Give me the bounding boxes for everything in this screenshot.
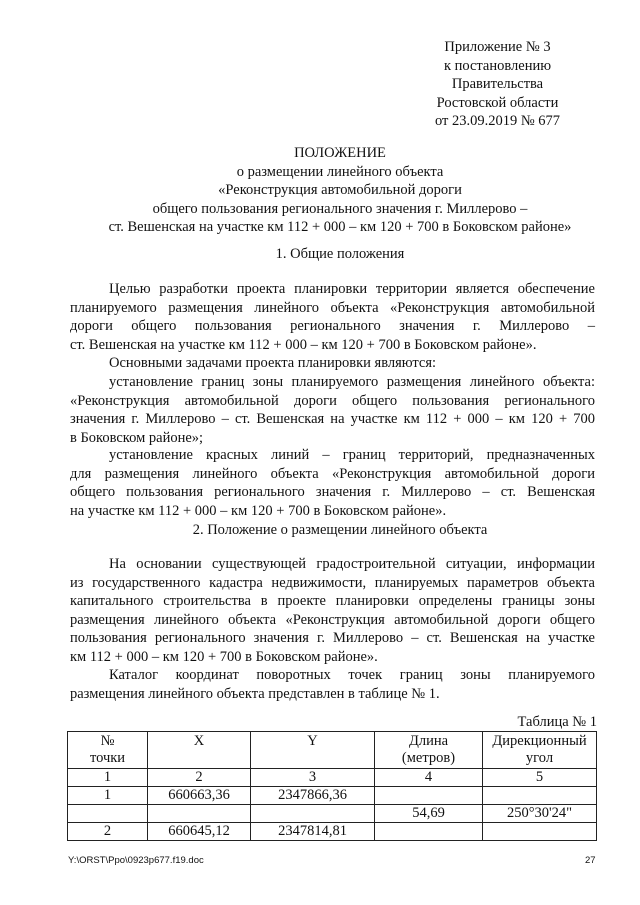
appendix-line: Правительства — [451, 76, 544, 92]
text-line: капитального строительства в проекте планировки определены границы зоны — [70, 593, 595, 610]
text-line: размещения линейного объекта «Реконструкция автомобильной дороги общего — [70, 611, 595, 628]
table-cell: 250°30'24" — [483, 805, 597, 823]
header-cell-x — [148, 732, 251, 769]
text-line: Каталог координат поворотных точек границ зоны планируемого — [109, 667, 595, 683]
header-text: угол — [525, 750, 554, 766]
table-header-row — [68, 732, 597, 769]
text-line: дороги общего пользования регионального значения г. Миллерово – — [70, 318, 595, 335]
text-line: На основании существующей градостроительной ситуации, информации — [109, 556, 595, 572]
section-1-paragraph-4 — [70, 446, 595, 520]
table-cell: 5 — [483, 769, 597, 787]
table-cell: 2347866,36 — [251, 787, 375, 805]
appendix-line: Ростовской области — [436, 94, 559, 111]
table-row — [68, 823, 597, 841]
table-cell — [483, 787, 597, 805]
header-text: Длина — [408, 733, 449, 749]
header-text: (метров) — [401, 750, 456, 766]
table-cell: 4 — [375, 769, 483, 787]
table-cell: 2 — [68, 823, 148, 841]
table-cell: 2347814,81 — [251, 823, 375, 841]
text-line: из государственного кадастра недвижимости, планируемых параметров объекта — [70, 574, 595, 591]
table-cell: 54,69 — [375, 805, 483, 823]
text-line: Целью разработки проекта планировки территории является обеспечение — [109, 281, 595, 297]
table-cell: 1 — [68, 787, 148, 805]
header-text: X — [193, 733, 205, 749]
section-1-paragraph-3 — [70, 373, 595, 447]
table-cell — [68, 805, 148, 823]
title-line: «Реконструкция автомобильной дороги — [218, 182, 462, 198]
text-line: установление красных линий – границ территорий, предназначенных — [109, 447, 595, 463]
title-line: ст. Вешенская на участке км 112 + 000 – км 120 + 700 в Боковском районе» — [108, 219, 572, 235]
table-cell — [375, 787, 483, 805]
appendix-line: к постановлению — [443, 57, 552, 74]
header-cell-y — [251, 732, 375, 769]
table-cell — [251, 805, 375, 823]
text-line: ст. Вешенская на участке км 112 + 000 – км 120 + 700 в Боковском районе». — [70, 336, 537, 353]
appendix-line: Приложение № 3 — [444, 39, 551, 55]
header-text: Y — [307, 733, 318, 749]
table-cell — [483, 823, 597, 841]
header-text: Дирекционный — [492, 733, 587, 749]
table-row — [68, 805, 597, 823]
text-line: общего пользования регионального значения г. Миллерово – ст. Вешенская — [70, 484, 595, 501]
table-cell: 1 — [68, 769, 148, 787]
table-cell: 660645,12 — [148, 823, 251, 841]
text-line: планируемого размещения линейного объекта «Реконструкция автомобильной — [70, 299, 595, 316]
header-cell-length — [375, 732, 483, 769]
header-text: № — [100, 733, 115, 749]
text-line: в Боковском районе»; — [70, 429, 204, 446]
header-cell-bearing — [483, 732, 597, 769]
table-cell: 660663,36 — [148, 787, 251, 805]
text-line: км 112 + 000 – км 120 + 700 в Боковском районе». — [70, 648, 378, 665]
table-cell — [148, 805, 251, 823]
coordinates-table — [67, 731, 597, 841]
header-cell-point-number — [68, 732, 148, 769]
table-caption: Таблица № 1 — [517, 714, 597, 730]
text-line: на участке км 112 + 000 – км 120 + 700 в Боковском районе». — [70, 502, 447, 519]
appendix-line: от 23.09.2019 № 677 — [434, 113, 561, 129]
text-line: установление границ зоны планируемого размещения линейного объекта: — [109, 374, 595, 390]
text-line: для размещения линейного объекта «Реконструкция автомобильной дороги — [70, 465, 595, 482]
table-row — [68, 769, 597, 787]
appendix-block — [400, 38, 595, 131]
section-1-paragraph-1 — [70, 280, 595, 354]
document-heading: ПОЛОЖЕНИЕ — [294, 145, 386, 161]
section-2-heading: 2. Положение о размещении линейного объекта — [192, 522, 488, 538]
section-1-paragraph-2 — [70, 354, 595, 373]
section-2-paragraph-2 — [70, 666, 595, 703]
footer-file-path: Y:\ORST\Ppo\0923p677.f19.doc — [68, 855, 204, 866]
header-text: точки — [89, 750, 126, 766]
text-line: значения г. Миллерово – ст. Вешенская на участке км 112 + 000 – км 120 + 700 — [70, 411, 595, 428]
document-title — [60, 144, 620, 237]
footer-page-number: 27 — [585, 855, 596, 866]
title-line: общего пользования регионального значения г. Миллерово – — [152, 200, 528, 217]
section-2-paragraph-1 — [70, 555, 595, 667]
text-line: Основными задачами проекта планировки являются: — [109, 355, 437, 371]
table-row — [68, 787, 597, 805]
table-cell — [375, 823, 483, 841]
table-cell: 2 — [148, 769, 251, 787]
table-cell: 3 — [251, 769, 375, 787]
text-line: размещения линейного объекта представлен в таблице № 1. — [70, 685, 440, 702]
section-1-heading: 1. Общие положения — [275, 246, 405, 262]
title-line: о размещении линейного объекта — [236, 163, 444, 180]
text-line: пользования регионального значения г. Миллерово – ст. Вешенская на участке — [70, 630, 595, 647]
text-line: «Реконструкция автомобильной дороги общего пользования регионального — [70, 392, 595, 409]
